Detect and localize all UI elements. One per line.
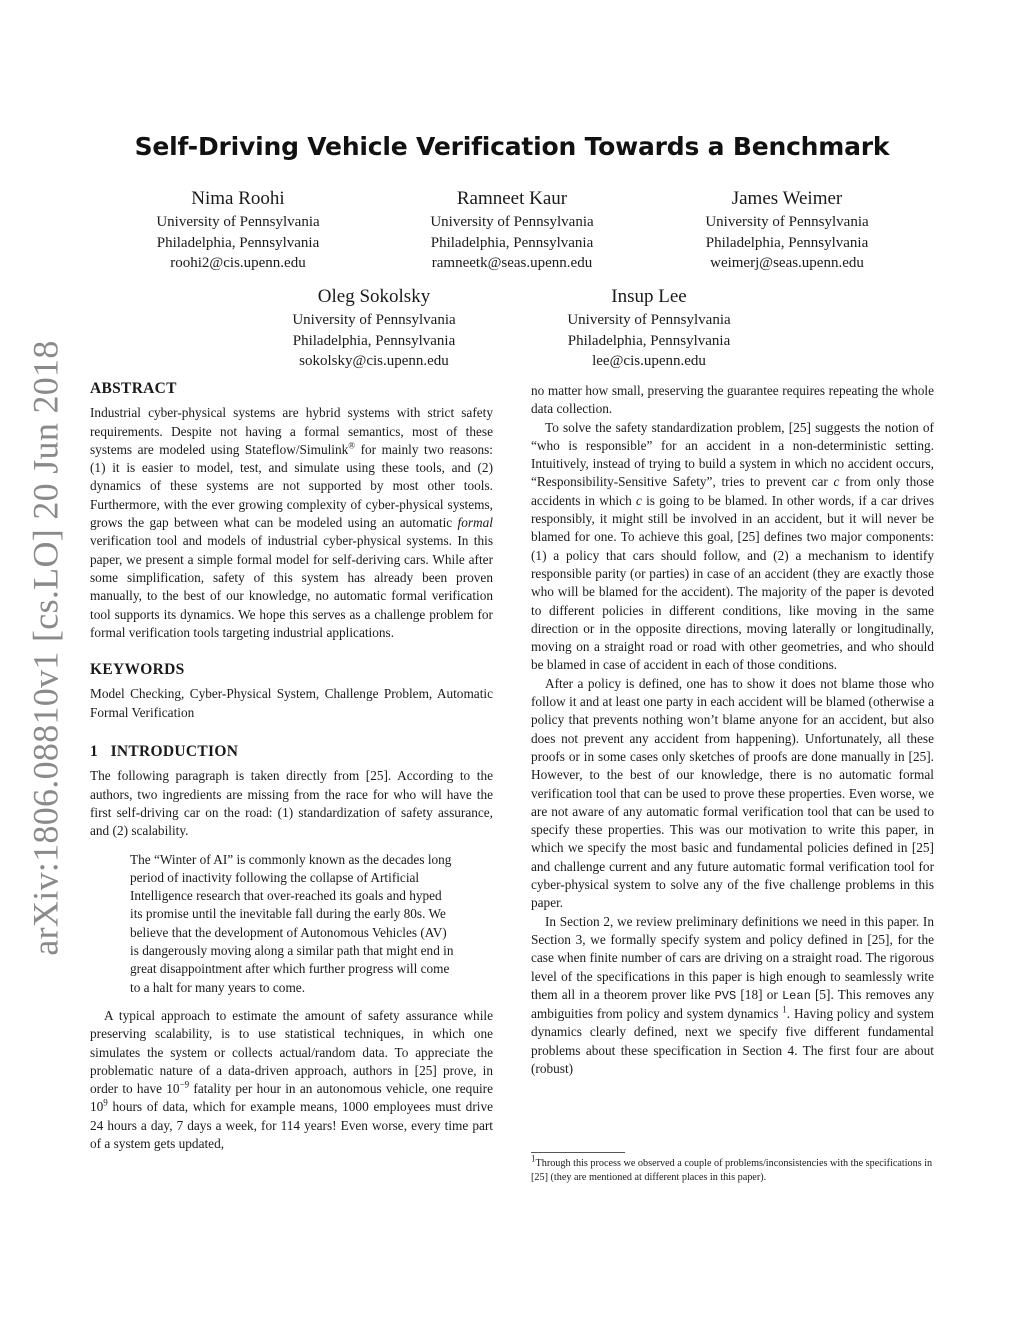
footnote — [531, 1153, 934, 1185]
author-email: sokolsky@cis.upenn.edu — [299, 353, 449, 369]
intro-part: fatality per hour in an autonomous vehicle, one require 10 — [90, 1081, 493, 1115]
keywords-text: Model Checking, Cyber-Physical System, Challenge Problem, Automatic Formal Verification — [90, 686, 493, 720]
abstract-emphasis: formal — [457, 515, 493, 531]
intro-paragraph — [90, 1007, 493, 1153]
body-paragraph: After a policy is defined, one has to show it does not blame those who follow it and at least one party in each accident will be blamed (otherwise a policy that prevents nothing won’t blame anyone for an accident, but also does not prevent any accident from happening). Unfortunately, all these proofs or in some cases only sketches of proofs are done manually in [25]. However, to the best of our knowledge, there is no automatic formal verification tool that can be used to prove these properties. Even worse, we are not aware of any automatic formal verification tool that can be used to specify these properties. This was our motivation to write this paper, in which we specify the most basic and fundamental policies defined in [25] and challenge current and any future automatic formal verification tool for cyber-physical system to solve any of the five challenge problems in this paper. — [531, 675, 934, 911]
intro-part: hours of data, which for example means, 1000 employees must drive 24 hours a day, 7 days a week, for 114 years! Even worse, every time part of a system gets updated, — [90, 1099, 493, 1151]
intro-quote: The “Winter of AI” is commonly known as the decades long period of inactivity following the collapse of Artificial Intelligence research that over-reached its goals and hyped its promise until the inevitable fall during the early 80s. We believe that the development of Autonomous Vehicles (AV) is dangerously moving along a similar path that might end in great disappointment after which further progress will come to a halt for many years to come. — [130, 851, 454, 995]
author-block — [392, 187, 632, 274]
tool-name: PVS — [714, 988, 737, 1003]
body-part: [18] or — [736, 986, 782, 1002]
body-paragraph: no matter how small, preserving the guarantee requires repeating the whole data collection. — [531, 383, 934, 417]
tool-name: Lean — [781, 988, 811, 1003]
intro-paragraph: The following paragraph is taken directly from [25]. According to the authors, two ingredients are missing from the race for who will have the first self-driving car on the road: (1) standardization of safety assurance, and (2) scalability. — [90, 768, 493, 839]
author-block — [667, 187, 907, 274]
body-part: is going to be blamed. In other words, if a car drives responsibly, it might still be involved in an accident, but it will never be blamed for one. To achieve this goal, [25] defines two major components: (1) a policy that cars should follow, and (2) a mechanism to identify responsible parity (or parties) in case of an accident (they are exactly those who will be blamed for the accident). The majority of the paper is devoted to different policies in different conditions, like moving in the same direction or in the opposite directions, moving laterally or longitudinally, moving on a straight road or road with other geometries, and who should be blamed in case of accident in each of those conditions. — [531, 492, 934, 673]
author-email: roohi2@cis.upenn.edu — [170, 255, 306, 271]
intro-heading: 1 INTRODUCTION — [90, 743, 239, 761]
body-paragraph — [531, 913, 934, 1079]
footnote-text: Through this process we observed a couple of problems/inconsistencies with the specifications in [25] (they are mentioned at different places in this paper). — [531, 1158, 933, 1183]
author-name: Ramneet Kaur — [456, 188, 568, 209]
abstract-text — [90, 404, 493, 642]
author-name: Oleg Sokolsky — [317, 286, 431, 307]
author-block — [118, 187, 358, 274]
body-paragraph — [531, 419, 934, 675]
intro-part: A typical approach to estimate the amount of safety assurance while preserving scalability, is to use statistical techniques, in which one simulates the system or collects actual/random data. To appreciate the problematic nature of a data-driven approach, authors in [25] prove, in order to have 10 — [90, 1007, 493, 1097]
body-part: [5]. This removes any ambiguities from policy and system dynamics — [531, 986, 934, 1022]
author-location: Philadelphia, Pennsylvania — [705, 234, 869, 251]
left-column — [90, 380, 493, 1153]
author-email: lee@cis.upenn.edu — [592, 353, 706, 369]
math-var: c — [833, 474, 840, 490]
paper-title: Self-Driving Vehicle Verification Towards a Benchmark — [134, 132, 890, 161]
keywords-heading: KEYWORDS — [90, 661, 185, 679]
author-name: Nima Roohi — [191, 188, 285, 209]
math-var: c — [635, 492, 642, 508]
body-part: In Section 2, we review preliminary definitions we need in this paper. In Section 3, we formally specify system and policy defined in [25], for the case when finite number of cars are driving on a straight road. The rigorous level of the specifications in this paper is high enough to seamlessly write them all in a theorem prover like — [531, 913, 934, 1002]
exponent: 9 — [103, 1097, 108, 1108]
author-affiliation: University of Pennsylvania — [430, 214, 594, 230]
author-name: James Weimer — [731, 188, 843, 209]
abstract-part: Industrial cyber-physical systems are hybrid systems with strict safety requirements. Despite not having a formal semantics, most of these systems are modeled using Stateflow/Simulink — [90, 405, 493, 457]
body-part: To solve the safety standardization problem, [25] suggests the notion of “who is responsible” for an accident in a non-deterministic setting. Intuitively, instead of trying to build a system in which no accident occurs, “Responsibility-Sensitive Safety”, tries to prevent car — [531, 419, 934, 490]
registered-mark: ® — [348, 440, 356, 451]
author-location: Philadelphia, Pennsylvania — [156, 234, 320, 251]
exponent: −9 — [179, 1079, 190, 1090]
right-column — [531, 382, 934, 1078]
author-location: Philadelphia, Pennsylvania — [292, 332, 456, 349]
author-location: Philadelphia, Pennsylvania — [567, 332, 731, 349]
body-part: from only those accidents in which — [531, 474, 934, 508]
author-name: Insup Lee — [611, 286, 687, 307]
author-block — [529, 285, 769, 372]
author-affiliation: University of Pennsylvania — [156, 214, 320, 230]
abstract-heading: ABSTRACT — [90, 380, 177, 397]
arxiv-stamp — [22, 340, 70, 956]
author-block — [254, 285, 494, 372]
footnote-marker: 1 — [782, 1004, 787, 1015]
body-part: . Having policy and system dynamics clearly defined, next we specify five different fundamental problems about these specification in Section 4. The first four are about (robust) — [531, 1006, 934, 1076]
footnote-rule — [531, 1152, 625, 1153]
author-email: weimerj@seas.upenn.edu — [710, 255, 864, 271]
author-location: Philadelphia, Pennsylvania — [430, 234, 594, 251]
arxiv-stamp-text: arXiv:1806.08810v1 [cs.LO] 20 Jun 2018 — [26, 340, 66, 956]
footnote-mark: 1 — [531, 1153, 536, 1164]
abstract-part: for mainly two reasons: (1) it is easier to model, test, and simulate using these tools, and (2) dynamics of these systems are not supported by most other tools. Furthermore, with the ever growing complexity of cyber-physical systems, grows the gap between what can be modeled using an automatic — [90, 441, 493, 531]
author-affiliation: University of Pennsylvania — [292, 312, 456, 328]
author-affiliation: University of Pennsylvania — [567, 312, 731, 328]
author-affiliation: University of Pennsylvania — [705, 214, 869, 230]
abstract-part: verification tool and models of industrial cyber-physical systems. In this paper, we present a simple formal model for self-deriving cars. While after some simplification, safety of this system has already been proven manually, to the best of our knowledge, no automatic formal verification tool supports its dynamics. We hope this serves as a challenge problem for formal verification tools targeting industrial applications. — [90, 533, 493, 640]
author-email: ramneetk@seas.upenn.edu — [431, 255, 593, 271]
